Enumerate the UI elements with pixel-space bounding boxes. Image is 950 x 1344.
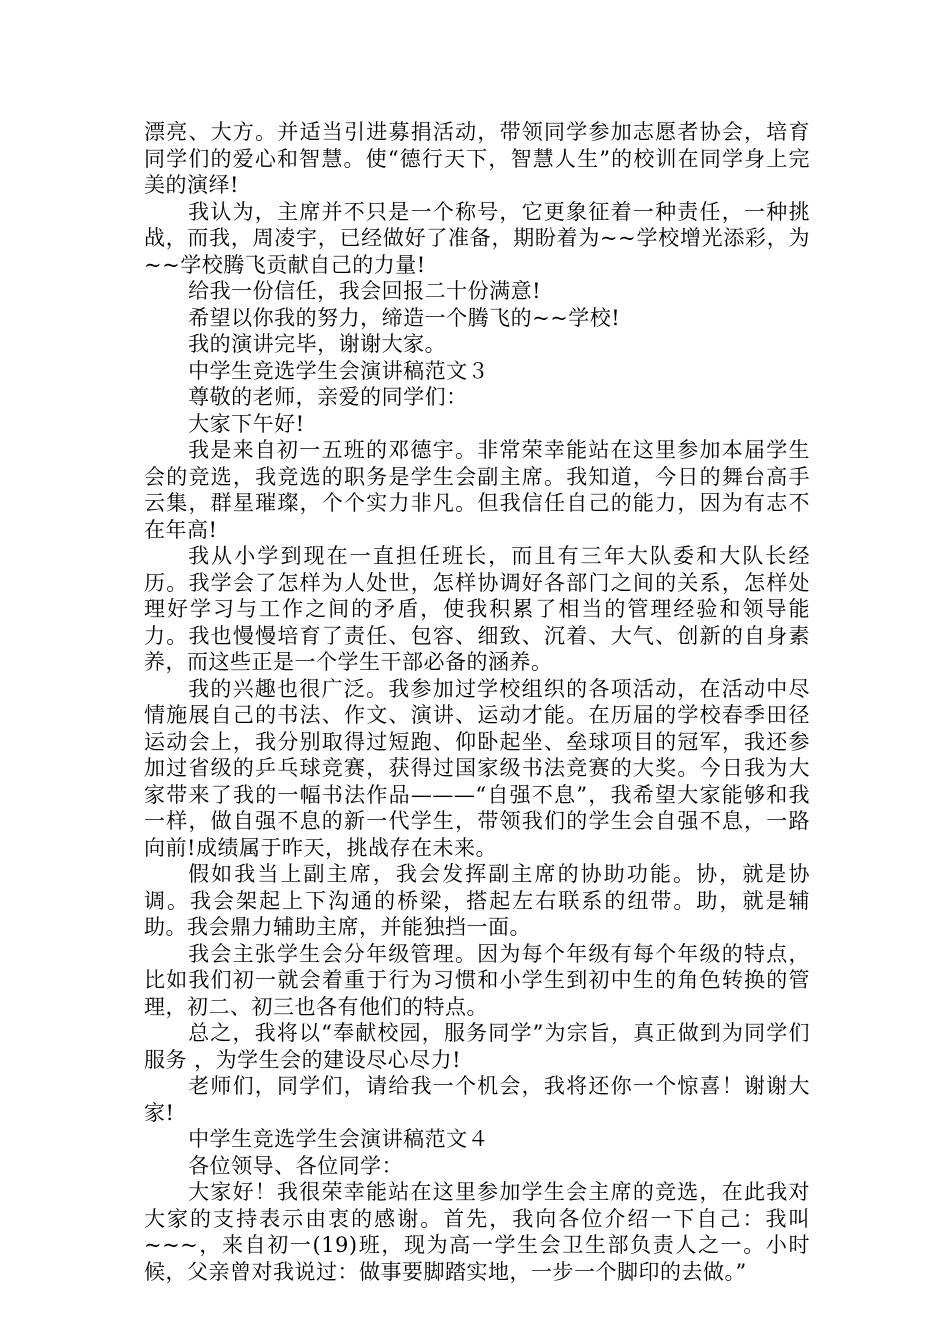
paragraph-9: 我是来自初一五班的邓德宇。非常荣幸能站在这里参加本届学生会的竞选，我竞选的职务是学生会副主席。我知道，今日的舞台高手云集，群星璀璨，个个实力非凡。但我信任自己的能力，因为有志不在年高!: [144, 438, 810, 542]
paragraph-13: 我会主张学生会分年级管理。因为每个年级有每个年级的特点，比如我们初一就会着重于行为习惯和小学生到初中生的角色转换的管理，初二、初三也各有他们的特点。: [144, 941, 810, 1019]
paragraph-18: 大家好！我很荣幸能站在这里参加学生会主席的竞选，在此我对大家的支持表示由衷的感谢。首先，我向各位介绍一下自己：我叫~~~，来自初一(19)班，现为高一学生会卫生部负责人之一。小时候，父亲曾对我说过：做事要脚踏实地，一步一个脚印的去做。”: [144, 1180, 810, 1284]
paragraph-1: 漂亮、大方。并适当引进募捐活动，带领同学参加志愿者协会，培育同学们的爱心和智慧。使“德行天下，智慧人生”的校训在同学身上完美的演绎!: [144, 120, 810, 197]
section-heading-3: 中学生竞选学生会演讲稿范文３: [188, 358, 490, 383]
paragraph-3: 给我一份信任，我会回报二十份满意!: [188, 279, 542, 303]
paragraph-5: 我的演讲完毕，谢谢大家。: [188, 332, 447, 356]
document-body: [144, 119, 810, 1285]
salutation-3: 尊敬的老师，亲爱的同学们：: [188, 385, 468, 409]
paragraph-12: 假如我当上副主席，我会发挥副主席的协助功能。协，就是协调。我会架起上下沟通的桥梁，搭起左右联系的纽带。助，就是辅助。我会鼎力辅助主席，并能独挡一面。: [144, 862, 810, 939]
paragraph-4: 希望以你我的努力，缔造一个腾飞的~~学校!: [188, 305, 621, 330]
salutation-4: 各位领导、各位同学：: [188, 1153, 404, 1178]
paragraph-2: 我认为，主席并不只是一个称号，它更象征着一种责任，一种挑战，而我，周凌宇，已经做好了准备，期盼着为~~学校增光添彩，为~~学校腾飞贡献自己的力量!: [144, 199, 810, 277]
paragraph-11: 我的兴趣也很广泛。我参加过学校组织的各项活动，在活动中尽情施展自己的书法、作文、演讲、运动才能。在历届的学校春季田径运动会上，我分别取得过短跑、仰卧起坐、垒球项目的冠军，我还参加过省级的乒乓球竞赛，获得过国家级书法竞赛的大奖。今日我为大家带来了我的一幅书法作品———“自强不息”，我希望大家能够和我一样，做自强不息的新一代学生，带领我们的学生会自强不息，一路向前!成绩属于昨天，挑战存在未来。: [144, 676, 810, 860]
paragraph-14: 总之，我将以“奉献校园，服务同学”为宗旨，真正做到为同学们服务 ，为学生会的建设尽心尽力!: [144, 1021, 810, 1072]
paragraph-10: 我从小学到现在一直担任班长，而且有三年大队委和大队长经历。我学会了怎样为人处世，怎样协调好各部门之间的关系，怎样处理好学习与工作之间的矛盾，使我积累了相当的管理经验和领导能力。我也慢慢培育了责任、包容、细致、沉着、大气、创新的自身素养，而这些正是一个学生干部必备的涵养。: [144, 544, 810, 674]
paragraph-15: 老师们，同学们，请给我一个机会，我将还你一个惊喜！谢谢大家!: [144, 1074, 810, 1125]
greeting-3: 大家下午好!: [188, 411, 305, 436]
section-heading-4: 中学生竞选学生会演讲稿范文４: [188, 1127, 490, 1151]
